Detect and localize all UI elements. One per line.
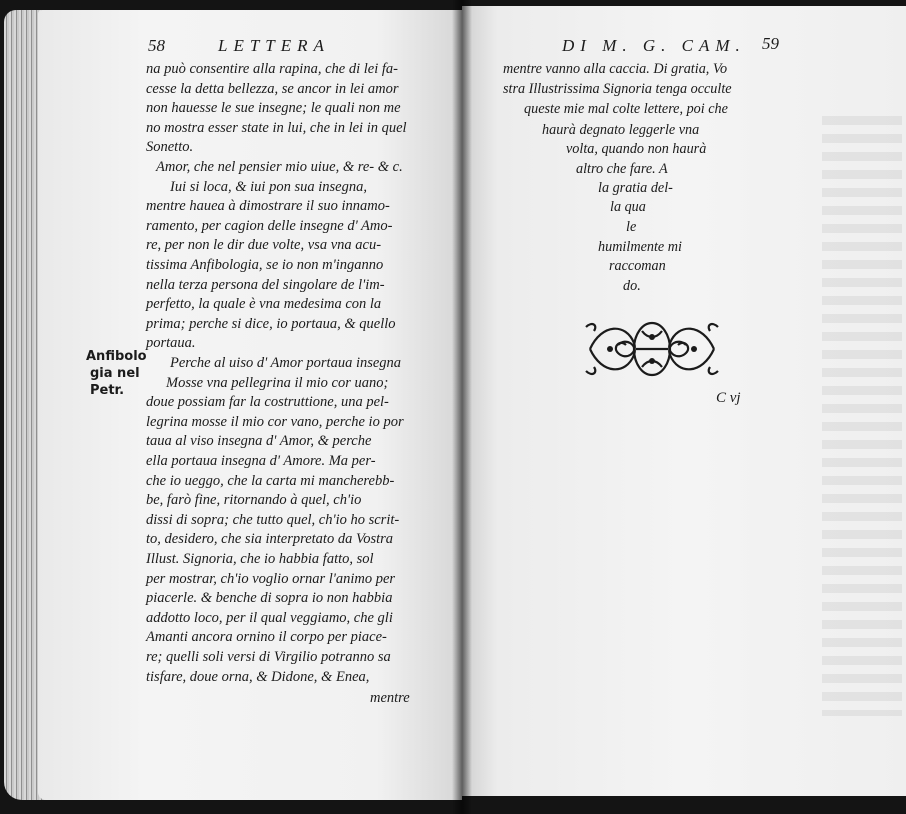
text-line: stra Illustrissima Signoria tenga occulte (503, 81, 732, 97)
text-line: taua al viso insegna d' Amor, & perche (146, 433, 372, 450)
right-page-number: 59 (762, 34, 779, 53)
text-line: mentre vanno alla caccia. Di gratia, Vo (503, 61, 728, 77)
text-line: addotto loco, per il qual veggiamo, che gli (146, 609, 393, 626)
text-line: doue possiam far la costruttione, una pel- (146, 394, 389, 411)
margin-note (86, 348, 147, 399)
text-line: non hauesse le sue insegne; le quali non me (146, 100, 401, 117)
bleed-through-text (822, 116, 902, 716)
text-line: mentre hauea à dimostrare il suo innamo- (146, 198, 390, 215)
text-line: re; quelli soli versi di Virgilio potranno sa (146, 649, 391, 665)
right-running-head: DI M. G. CAM. (562, 36, 746, 55)
text-line: per mostrar, ch'io voglio ornar l'animo per (146, 570, 396, 587)
text-line: ella portaua insegna d' Amore. Ma per- (146, 453, 376, 469)
text-line: mentre (370, 690, 410, 706)
margin-note-line: Petr. (90, 383, 125, 398)
text-line: altro che fare. A (576, 161, 668, 177)
text-line: Mosse vna pellegrina il mio cor uano; (166, 374, 389, 391)
text-line: ramento, per cagion delle insegne d' Amo- (146, 217, 393, 234)
text-line: tisfare, doue orna, & Didone, & Enea, (146, 668, 370, 685)
text-line: be, farò fine, ritornando à quel, ch'io (146, 492, 362, 509)
text-line: legrina mosse il mio cor vano, perche io por (146, 413, 404, 430)
text-line: perfetto, la quale è vna medesima con la (146, 296, 382, 313)
text-line: che io ueggo, che la carta mi mancherebb- (146, 472, 395, 489)
text-line: to, desidero, che sia interpretato da Vostra (146, 531, 394, 548)
text-line: tissima Anfibologia, se io non m'inganno (146, 257, 384, 273)
left-running-head: LETTERA (218, 36, 330, 55)
text-line: haurà degnato leggerle vna (542, 122, 700, 138)
book-gutter (452, 0, 472, 814)
text-line: le (626, 219, 637, 235)
text-line: na può consentire alla rapina, che di lei fa- (146, 61, 398, 77)
text-line: portaua. (146, 335, 196, 352)
text-line: Amanti ancora ornino il corpo per piace- (146, 629, 387, 646)
ornament-icon (582, 313, 722, 385)
text-line: cesse la detta bellezza, se ancor in lei amor (146, 80, 399, 97)
text-line: raccoman (609, 258, 666, 274)
text-line: piacerle. & benche di sopra io non habbia (146, 590, 393, 607)
text-line: re, per non le dir due volte, vsa vna acu- (146, 237, 382, 254)
text-line: humilmente mi (598, 239, 682, 255)
signature-mark: C vj (716, 390, 741, 406)
margin-note-line: gia nel (90, 366, 140, 381)
text-line: Perche al uiso d' Amor portaua insegna (170, 355, 402, 371)
text-line: dissi di sopra; che tutto quel, ch'io ho scrit- (146, 511, 400, 528)
text-line: nella terza persona del singolare de l'im- (146, 276, 385, 293)
text-line: volta, quando non haurà (566, 141, 707, 157)
text-line: la gratia del- (598, 180, 673, 196)
text-line: Iui si loca, & iui pon sua insegna, (170, 178, 367, 195)
margin-note-line: Anfibolo (86, 349, 147, 364)
text-line: queste mie mal colte lettere, poi che (524, 101, 728, 117)
text-line: la qua (610, 199, 646, 215)
text-line: Illust. Signoria, che io habbia fatto, sol (146, 551, 374, 567)
text-line: Amor, che nel pensier mio uiue, & re- & c. (156, 159, 403, 175)
text-line: do. (623, 278, 641, 294)
text-line: Sonetto. (146, 139, 194, 156)
text-line: prima; perche si dice, io portaua, & quello (146, 315, 396, 332)
left-page-number: 58 (148, 36, 165, 55)
text-line: no mostra esser state in lui, che in lei in quel (146, 119, 407, 136)
